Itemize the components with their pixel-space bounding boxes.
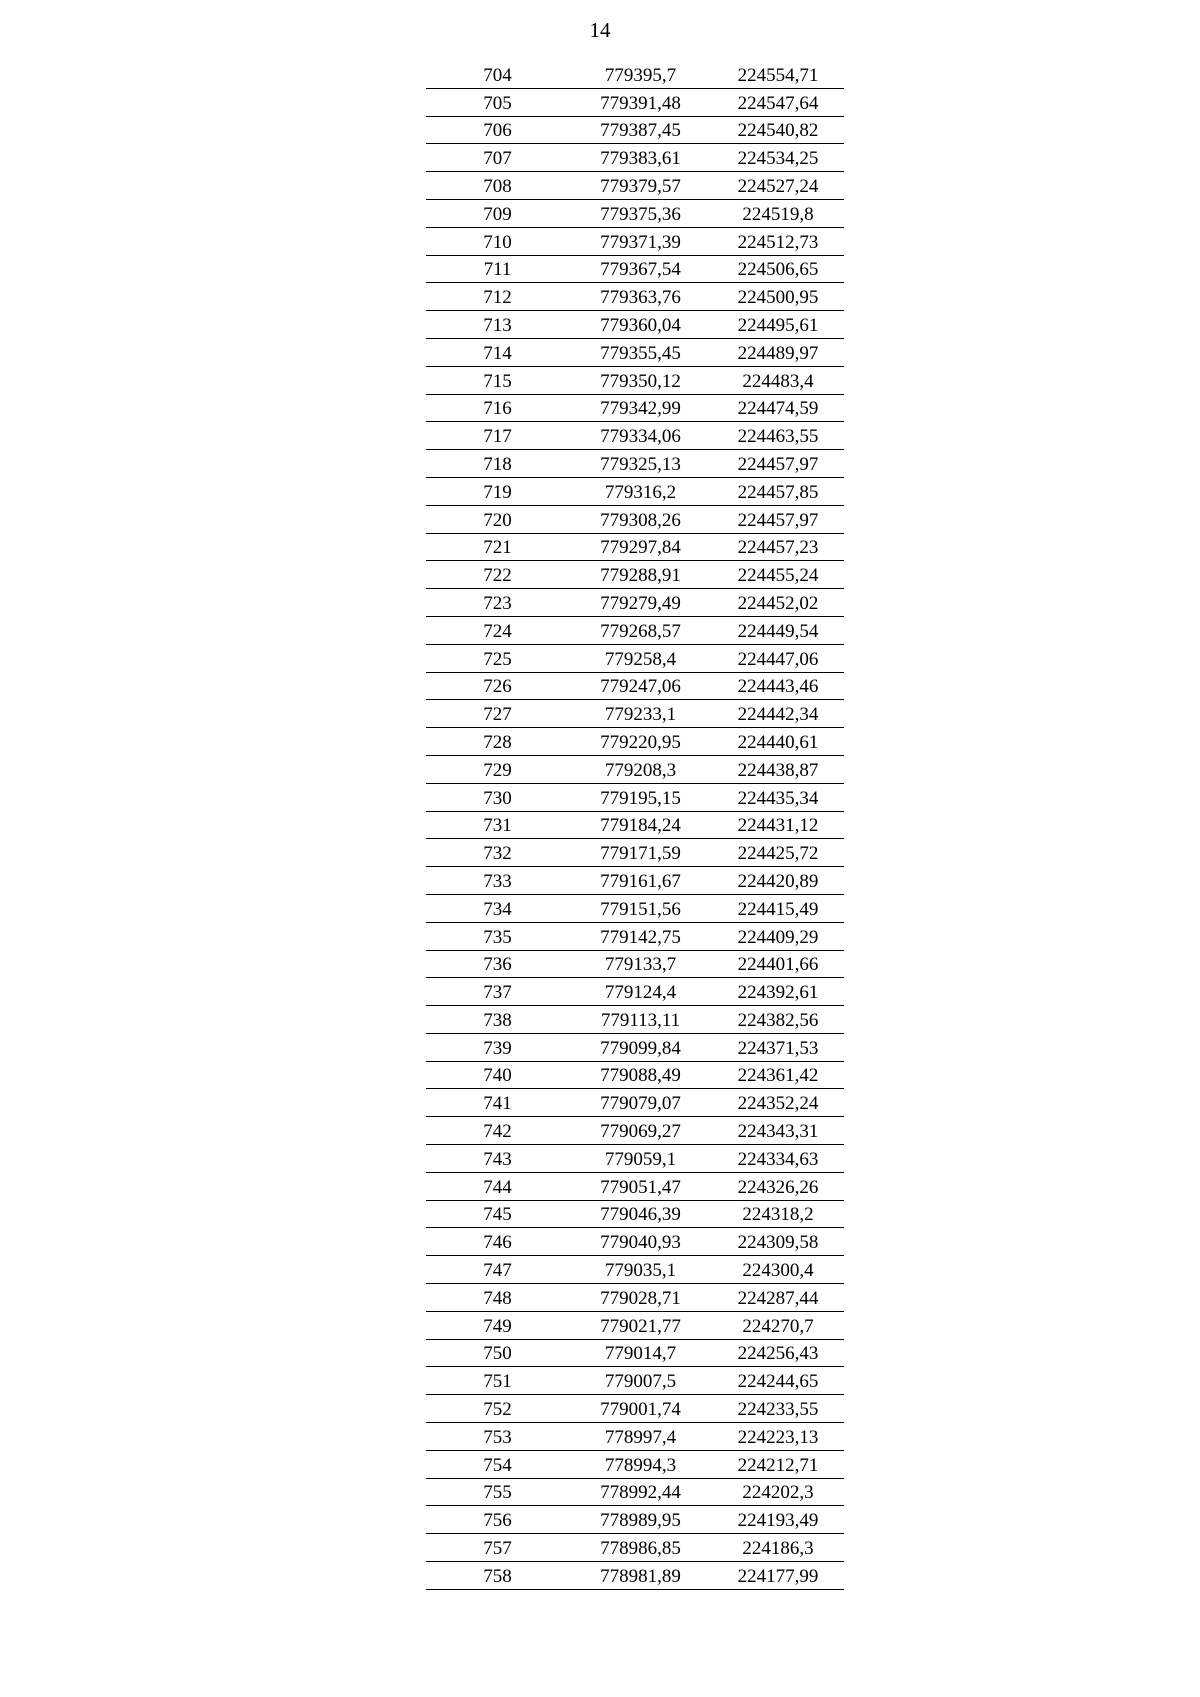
table-row xyxy=(426,1062,844,1090)
table-row xyxy=(426,645,844,673)
y-coordinate-cell: 224343,31 xyxy=(737,1121,819,1143)
y-coordinate-cell: 224442,34 xyxy=(737,704,819,726)
x-coordinate-cell: 779079,07 xyxy=(600,1093,681,1115)
point-number-cell: 758 xyxy=(483,1565,512,1587)
point-number-cell: 716 xyxy=(483,398,512,420)
y-coordinate-cell: 224256,43 xyxy=(737,1343,819,1365)
x-coordinate-cell: 779355,45 xyxy=(600,342,681,364)
coordinates-table xyxy=(426,61,844,1590)
x-coordinate-cell: 779233,1 xyxy=(604,704,677,726)
point-number-cell: 722 xyxy=(483,565,512,587)
y-coordinate-cell: 224512,73 xyxy=(737,231,819,253)
x-coordinate-cell: 779133,7 xyxy=(604,954,677,976)
table-row xyxy=(426,1340,844,1368)
x-coordinate-cell: 779028,71 xyxy=(600,1287,681,1309)
x-coordinate-cell: 778997,4 xyxy=(604,1426,677,1448)
x-coordinate-cell: 779099,84 xyxy=(600,1037,681,1059)
table-row xyxy=(426,1451,844,1479)
table-row xyxy=(426,1284,844,1312)
point-number-cell: 715 xyxy=(483,370,512,392)
y-coordinate-cell: 224371,53 xyxy=(737,1037,819,1059)
table-row xyxy=(426,256,844,284)
table-row xyxy=(426,1089,844,1117)
table-row xyxy=(426,1367,844,1395)
y-coordinate-cell: 224438,87 xyxy=(737,759,819,781)
x-coordinate-cell: 779350,12 xyxy=(600,370,681,392)
point-number-cell: 752 xyxy=(483,1399,512,1421)
y-coordinate-cell: 224186,3 xyxy=(742,1538,814,1560)
x-coordinate-cell: 779258,4 xyxy=(604,648,677,670)
x-coordinate-cell: 779308,26 xyxy=(600,509,681,531)
point-number-cell: 709 xyxy=(483,203,512,225)
x-coordinate-cell: 779391,48 xyxy=(600,92,681,114)
x-coordinate-cell: 778986,85 xyxy=(600,1538,681,1560)
point-number-cell: 736 xyxy=(483,954,512,976)
x-coordinate-cell: 779208,3 xyxy=(604,759,677,781)
y-coordinate-cell: 224547,64 xyxy=(737,92,819,114)
table-row xyxy=(426,450,844,478)
x-coordinate-cell: 779371,39 xyxy=(600,231,681,253)
y-coordinate-cell: 224361,42 xyxy=(737,1065,819,1087)
y-coordinate-cell: 224287,44 xyxy=(737,1287,819,1309)
y-coordinate-cell: 224455,24 xyxy=(737,565,819,587)
page-number: 14 xyxy=(589,18,611,42)
x-coordinate-cell: 779316,2 xyxy=(604,481,677,503)
point-number-cell: 731 xyxy=(483,815,512,837)
y-coordinate-cell: 224457,97 xyxy=(737,509,819,531)
x-coordinate-cell: 779360,04 xyxy=(600,314,681,336)
table-row xyxy=(426,422,844,450)
table-row xyxy=(426,839,844,867)
y-coordinate-cell: 224409,29 xyxy=(737,926,819,948)
table-row xyxy=(426,311,844,339)
x-coordinate-cell: 779069,27 xyxy=(600,1121,681,1143)
table-row xyxy=(426,89,844,117)
point-number-cell: 732 xyxy=(483,843,512,865)
y-coordinate-cell: 224443,46 xyxy=(737,676,819,698)
point-number-cell: 711 xyxy=(483,259,512,281)
y-coordinate-cell: 224474,59 xyxy=(737,398,819,420)
y-coordinate-cell: 224440,61 xyxy=(737,731,819,753)
table-row xyxy=(426,673,844,701)
table-row xyxy=(426,1256,844,1284)
point-number-cell: 720 xyxy=(483,509,512,531)
point-number-cell: 710 xyxy=(483,231,512,253)
point-number-cell: 751 xyxy=(483,1371,512,1393)
point-number-cell: 740 xyxy=(483,1065,512,1087)
x-coordinate-cell: 779387,45 xyxy=(600,120,681,142)
y-coordinate-cell: 224212,71 xyxy=(737,1454,819,1476)
x-coordinate-cell: 779325,13 xyxy=(600,453,681,475)
point-number-cell: 727 xyxy=(483,704,512,726)
table-row xyxy=(426,1562,844,1590)
y-coordinate-cell: 224193,49 xyxy=(737,1510,819,1532)
table-row xyxy=(426,728,844,756)
table-row xyxy=(426,1034,844,1062)
y-coordinate-cell: 224223,13 xyxy=(737,1426,819,1448)
table-row xyxy=(426,144,844,172)
point-number-cell: 705 xyxy=(483,92,512,114)
point-number-cell: 707 xyxy=(483,148,512,170)
y-coordinate-cell: 224244,65 xyxy=(737,1371,819,1393)
table-row xyxy=(426,561,844,589)
y-coordinate-cell: 224447,06 xyxy=(737,648,819,670)
table-row xyxy=(426,1534,844,1562)
x-coordinate-cell: 779161,67 xyxy=(600,870,681,892)
y-coordinate-cell: 224500,95 xyxy=(737,287,819,309)
y-coordinate-cell: 224534,25 xyxy=(737,148,819,170)
point-number-cell: 724 xyxy=(483,620,512,642)
table-row xyxy=(426,534,844,562)
y-coordinate-cell: 224489,97 xyxy=(737,342,819,364)
y-coordinate-cell: 224352,24 xyxy=(737,1093,819,1115)
point-number-cell: 712 xyxy=(483,287,512,309)
point-number-cell: 734 xyxy=(483,898,512,920)
y-coordinate-cell: 224452,02 xyxy=(737,592,819,614)
y-coordinate-cell: 224540,82 xyxy=(737,120,819,142)
table-row xyxy=(426,478,844,506)
y-coordinate-cell: 224177,99 xyxy=(737,1565,819,1587)
point-number-cell: 704 xyxy=(483,64,512,86)
x-coordinate-cell: 779021,77 xyxy=(600,1315,681,1337)
x-coordinate-cell: 779142,75 xyxy=(600,926,681,948)
table-row xyxy=(426,617,844,645)
x-coordinate-cell: 778989,95 xyxy=(600,1510,681,1532)
y-coordinate-cell: 224449,54 xyxy=(737,620,819,642)
table-row xyxy=(426,700,844,728)
y-coordinate-cell: 224435,34 xyxy=(737,787,819,809)
point-number-cell: 729 xyxy=(483,759,512,781)
y-coordinate-cell: 224457,23 xyxy=(737,537,819,559)
point-number-cell: 746 xyxy=(483,1232,512,1254)
y-coordinate-cell: 224392,61 xyxy=(737,982,819,1004)
table-row xyxy=(426,784,844,812)
point-number-cell: 741 xyxy=(483,1093,512,1115)
y-coordinate-cell: 224519,8 xyxy=(742,203,814,225)
x-coordinate-cell: 779007,5 xyxy=(604,1371,677,1393)
table-row xyxy=(426,61,844,89)
table-row xyxy=(426,1117,844,1145)
table-row xyxy=(426,756,844,784)
table-row xyxy=(426,339,844,367)
point-number-cell: 742 xyxy=(483,1121,512,1143)
y-coordinate-cell: 224309,58 xyxy=(737,1232,819,1254)
table-row xyxy=(426,978,844,1006)
x-coordinate-cell: 779088,49 xyxy=(600,1065,681,1087)
x-coordinate-cell: 779297,84 xyxy=(600,537,681,559)
point-number-cell: 713 xyxy=(483,314,512,336)
point-number-cell: 755 xyxy=(483,1482,512,1504)
point-number-cell: 714 xyxy=(483,342,512,364)
x-coordinate-cell: 779035,1 xyxy=(604,1260,677,1282)
point-number-cell: 706 xyxy=(483,120,512,142)
point-number-cell: 743 xyxy=(483,1148,512,1170)
table-row xyxy=(426,283,844,311)
point-number-cell: 718 xyxy=(483,453,512,475)
x-coordinate-cell: 778992,44 xyxy=(600,1482,681,1504)
x-coordinate-cell: 779268,57 xyxy=(600,620,681,642)
x-coordinate-cell: 779367,54 xyxy=(600,259,681,281)
x-coordinate-cell: 778981,89 xyxy=(600,1565,681,1587)
table-row xyxy=(426,1395,844,1423)
table-row xyxy=(426,172,844,200)
table-row xyxy=(426,589,844,617)
y-coordinate-cell: 224425,72 xyxy=(737,843,819,865)
point-number-cell: 738 xyxy=(483,1009,512,1031)
y-coordinate-cell: 224420,89 xyxy=(737,870,819,892)
table-row xyxy=(426,812,844,840)
table-row xyxy=(426,1201,844,1229)
point-number-cell: 723 xyxy=(483,592,512,614)
point-number-cell: 754 xyxy=(483,1454,512,1476)
x-coordinate-cell: 779184,24 xyxy=(600,815,681,837)
table-row xyxy=(426,923,844,951)
point-number-cell: 708 xyxy=(483,175,512,197)
y-coordinate-cell: 224554,71 xyxy=(737,64,819,86)
point-number-cell: 745 xyxy=(483,1204,512,1226)
x-coordinate-cell: 779247,06 xyxy=(600,676,681,698)
table-row xyxy=(426,1228,844,1256)
x-coordinate-cell: 779220,95 xyxy=(600,731,681,753)
table-row xyxy=(426,1506,844,1534)
y-coordinate-cell: 224270,7 xyxy=(742,1315,814,1337)
x-coordinate-cell: 779124,4 xyxy=(604,982,677,1004)
point-number-cell: 735 xyxy=(483,926,512,948)
y-coordinate-cell: 224401,66 xyxy=(737,954,819,976)
point-number-cell: 726 xyxy=(483,676,512,698)
y-coordinate-cell: 224527,24 xyxy=(737,175,819,197)
point-number-cell: 748 xyxy=(483,1287,512,1309)
x-coordinate-cell: 779379,57 xyxy=(600,175,681,197)
table-row xyxy=(426,1145,844,1173)
y-coordinate-cell: 224300,4 xyxy=(742,1260,814,1282)
table-row xyxy=(426,1479,844,1507)
x-coordinate-cell: 779195,15 xyxy=(600,787,681,809)
point-number-cell: 730 xyxy=(483,787,512,809)
y-coordinate-cell: 224233,55 xyxy=(737,1399,819,1421)
table-row xyxy=(426,951,844,979)
y-coordinate-cell: 224463,55 xyxy=(737,426,819,448)
table-row xyxy=(426,1312,844,1340)
x-coordinate-cell: 779051,47 xyxy=(600,1176,681,1198)
x-coordinate-cell: 779113,11 xyxy=(600,1009,681,1031)
x-coordinate-cell: 779334,06 xyxy=(600,426,681,448)
point-number-cell: 719 xyxy=(483,481,512,503)
x-coordinate-cell: 779383,61 xyxy=(600,148,681,170)
y-coordinate-cell: 224382,56 xyxy=(737,1009,819,1031)
point-number-cell: 744 xyxy=(483,1176,512,1198)
point-number-cell: 721 xyxy=(483,537,512,559)
table-row xyxy=(426,117,844,145)
x-coordinate-cell: 779040,93 xyxy=(600,1232,681,1254)
point-number-cell: 756 xyxy=(483,1510,512,1532)
table-row xyxy=(426,367,844,395)
x-coordinate-cell: 779375,36 xyxy=(600,203,681,225)
table-row xyxy=(426,1173,844,1201)
table-row xyxy=(426,200,844,228)
point-number-cell: 728 xyxy=(483,731,512,753)
y-coordinate-cell: 224318,2 xyxy=(742,1204,814,1226)
x-coordinate-cell: 779288,91 xyxy=(600,565,681,587)
x-coordinate-cell: 779001,74 xyxy=(600,1399,681,1421)
table-row xyxy=(426,395,844,423)
y-coordinate-cell: 224495,61 xyxy=(737,314,819,336)
y-coordinate-cell: 224326,26 xyxy=(737,1176,819,1198)
x-coordinate-cell: 779059,1 xyxy=(604,1148,677,1170)
table-row xyxy=(426,867,844,895)
x-coordinate-cell: 779171,59 xyxy=(600,843,681,865)
table-row xyxy=(426,506,844,534)
x-coordinate-cell: 779342,99 xyxy=(600,398,681,420)
table-row xyxy=(426,895,844,923)
x-coordinate-cell: 779279,49 xyxy=(600,592,681,614)
y-coordinate-cell: 224415,49 xyxy=(737,898,819,920)
x-coordinate-cell: 779395,7 xyxy=(604,64,677,86)
point-number-cell: 757 xyxy=(483,1538,512,1560)
y-coordinate-cell: 224457,97 xyxy=(737,453,819,475)
point-number-cell: 739 xyxy=(483,1037,512,1059)
x-coordinate-cell: 779014,7 xyxy=(604,1343,677,1365)
x-coordinate-cell: 779151,56 xyxy=(600,898,681,920)
point-number-cell: 725 xyxy=(483,648,512,670)
y-coordinate-cell: 224457,85 xyxy=(737,481,819,503)
point-number-cell: 733 xyxy=(483,870,512,892)
table-row xyxy=(426,228,844,256)
y-coordinate-cell: 224483,4 xyxy=(742,370,814,392)
x-coordinate-cell: 779046,39 xyxy=(600,1204,681,1226)
table-row xyxy=(426,1423,844,1451)
x-coordinate-cell: 779363,76 xyxy=(600,287,681,309)
y-coordinate-cell: 224334,63 xyxy=(737,1148,819,1170)
x-coordinate-cell: 778994,3 xyxy=(604,1454,677,1476)
point-number-cell: 747 xyxy=(483,1260,512,1282)
point-number-cell: 750 xyxy=(483,1343,512,1365)
point-number-cell: 749 xyxy=(483,1315,512,1337)
point-number-cell: 717 xyxy=(483,426,512,448)
y-coordinate-cell: 224431,12 xyxy=(737,815,819,837)
y-coordinate-cell: 224506,65 xyxy=(737,259,819,281)
table-row xyxy=(426,1006,844,1034)
point-number-cell: 753 xyxy=(483,1426,512,1448)
y-coordinate-cell: 224202,3 xyxy=(742,1482,814,1504)
point-number-cell: 737 xyxy=(483,982,512,1004)
